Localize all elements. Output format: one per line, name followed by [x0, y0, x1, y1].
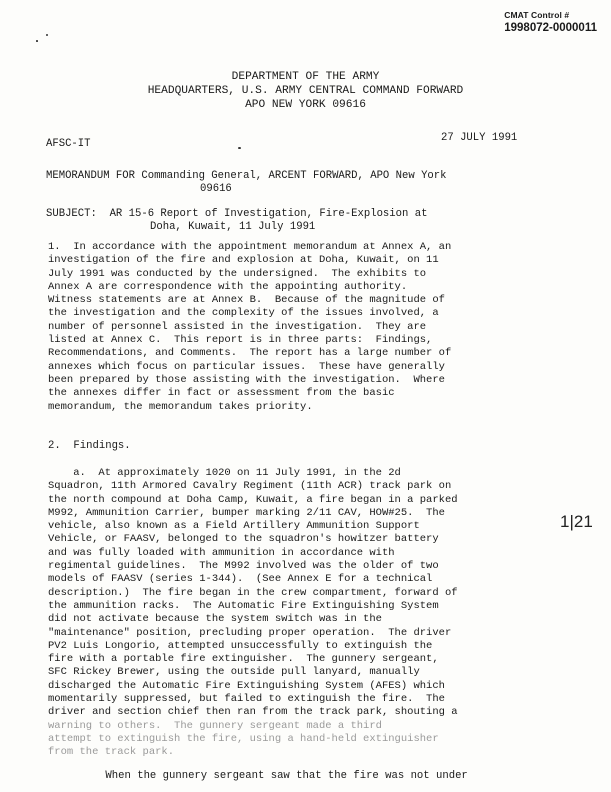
- text-line: PV2 Luis Longorio, attempted unsuccessfully to extinguish the: [48, 639, 433, 652]
- findings-heading: 2. Findings.: [48, 440, 131, 452]
- text-line: the north compound at Doha Camp, Kuwait, a fire began in a parked: [48, 493, 458, 506]
- memo-date: 27 JULY 1991: [441, 132, 518, 144]
- text-line: M992, Ammunition Carrier, bumper marking 2/11 CAV, HOW#25. The: [48, 506, 445, 519]
- text-line: driver and section chief then ran from the track park, shouting a: [48, 706, 458, 719]
- text-line: been prepared by those assisting with the investigation. Where: [48, 373, 445, 386]
- text-line: a. At approximately 1020 on 11 July 1991, in the 2d: [48, 467, 401, 479]
- text-line: Recommendations, and Comments. The report has a large number of: [48, 347, 452, 360]
- handwritten-margin-note: 1|21: [560, 512, 593, 531]
- control-label: CMAT Control #: [504, 10, 570, 20]
- scan-speck: [238, 147, 241, 149]
- memo-for-line-1: MEMORANDUM FOR Commanding General, ARCENT FORWARD, APO New York: [46, 170, 447, 182]
- text-line: discharged the Automatic Fire Extinguishing System (AFES) which: [48, 679, 445, 692]
- text-line: July 1991 was conducted by the undersigned. The exhibits to: [48, 267, 427, 280]
- text-line: did not activate because the system switch was in the: [48, 613, 382, 626]
- letterhead-line-1: DEPARTMENT OF THE ARMY: [231, 71, 380, 83]
- text-line: fire with a portable fire extinguisher. The gunnery sergeant,: [48, 653, 439, 666]
- letterhead-line-2: HEADQUARTERS, U.S. ARMY CENTRAL COMMAND FORWARD: [147, 85, 464, 97]
- text-line: Witness statements are at Annex B. Because of the magnitude of: [48, 294, 445, 307]
- text-line: SFC Rickey Brewer, using the outside pull lanyard, manually: [48, 666, 420, 679]
- paragraph-1: [48, 241, 451, 414]
- subject-line-1: SUBJECT: AR 15-6 Report of Investigation, Fire-Explosion at: [46, 208, 428, 220]
- paragraph-2b-start: When the gunnery sergeant saw that the fire was not under: [80, 770, 468, 782]
- text-line: Annex A are correspondence with the appointing authority.: [48, 280, 408, 293]
- letterhead-line-3: APO NEW YORK 09616: [245, 99, 366, 111]
- memo-for-line-2: 09616: [200, 183, 232, 195]
- text-line: description.) The fire began in the crew compartment, forward of: [48, 586, 458, 599]
- faded-text-line: from the track park.: [48, 746, 175, 759]
- text-line: listed at Annex C. This report is in three parts: Findings,: [48, 334, 433, 347]
- scan-speck: [36, 40, 38, 42]
- text-line: "maintenance" position, precluding proper operation. The driver: [48, 626, 452, 639]
- text-line: number of personnel assisted in the investigation. They are: [48, 320, 427, 333]
- text-line: regimental guidelines. The M992 involved was the older of two: [48, 560, 439, 573]
- text-line: models of FAASV (series 1-344). (See Annex E for a technical: [48, 573, 433, 586]
- text-line: Squadron, 11th Armored Cavalry Regiment (11th ACR) track park on: [48, 480, 452, 493]
- paragraph-2a: [48, 467, 458, 760]
- faded-text-line: attempt to extinguish the fire, using a hand-held extinguisher: [48, 732, 439, 745]
- subject-line-2: Doha, Kuwait, 11 July 1991: [150, 221, 316, 233]
- scan-speck: [46, 34, 48, 36]
- text-line: momentarily suppressed, but failed to extinguish the fire. The: [48, 693, 445, 706]
- faded-text-line: warning to others. The gunnery sergeant made a third: [48, 719, 382, 732]
- text-line: Vehicle, or FAASV, belonged to the squadron's howitzer battery: [48, 533, 439, 546]
- text-line: the investigation and the complexity of the issues involved, a: [48, 307, 439, 320]
- office-symbol: AFSC-IT: [46, 138, 91, 150]
- text-line: the annexes differ in fact or assessment from the basic: [48, 387, 395, 400]
- control-number: 1998072-0000011: [504, 22, 597, 34]
- text-line: memorandum, the memorandum takes priority.: [48, 400, 313, 413]
- text-line: 1. In accordance with the appointment memorandum at Annex A, an: [48, 241, 452, 253]
- text-line: vehicle, also known as a Field Artillery Ammunition Support: [48, 520, 420, 533]
- text-line: and was fully loaded with ammunition in accordance with: [48, 546, 395, 559]
- cmat-control-stamp: [504, 10, 597, 34]
- text-line: annexes which focus on particular issues. These have generally: [48, 360, 445, 373]
- text-line: the ammunition racks. The Automatic Fire Extinguishing System: [48, 599, 439, 612]
- text-line: investigation of the fire and explosion at Doha, Kuwait, on 11: [48, 254, 439, 267]
